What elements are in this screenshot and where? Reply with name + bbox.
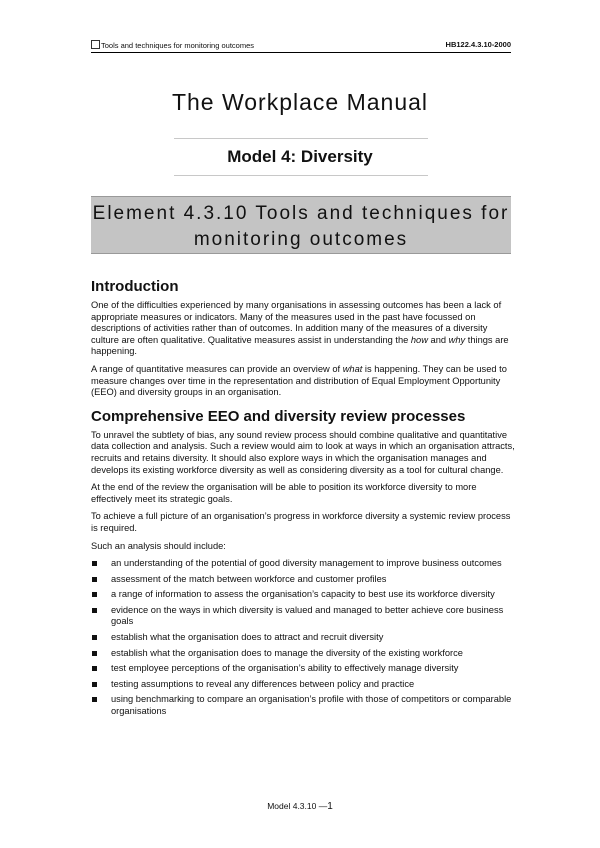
intro-p1-how: how <box>410 334 428 345</box>
review-paragraph-2: At the end of the review the organisation will be able to position its workforce diversity to more effectively meet its strategic goals. <box>91 482 477 504</box>
intro-p1-text-a: One of the difficulties experienced by many organisations in assessing outcomes has been a lack of appropriate measures or indicators. Many of the measures used in the past have focussed on descriptions of activities rather than of outcomes. In addition many of the measures of a diversity culture are often qualitative. Qualitative measures assist in understanding the <box>91 300 502 345</box>
manual-title: The Workplace Manual <box>171 89 429 115</box>
bullet-icon <box>92 697 97 702</box>
bullet-icon <box>92 577 97 582</box>
element-banner <box>91 196 511 254</box>
list-item <box>91 605 516 628</box>
analysis-list <box>91 558 516 718</box>
list-item <box>91 648 516 660</box>
bullet-icon <box>92 608 97 613</box>
list-item-text: a range of information to assess the organisation’s capacity to best use its workforce diversity <box>111 589 495 600</box>
intro-p1-and: and <box>427 334 449 345</box>
list-item <box>91 558 516 570</box>
element-title-line2: monitoring outcomes <box>193 229 409 250</box>
list-item-text: establish what the organisation does to manage the diversity of the existing workforce <box>111 647 463 658</box>
header-left-text: Tools and techniques for monitoring outcomes <box>101 41 255 50</box>
list-item <box>91 694 516 717</box>
intro-paragraph-2 <box>91 364 516 399</box>
intro-p2-what: what <box>342 363 363 374</box>
checkbox-glyph-icon <box>91 40 100 49</box>
intro-p2-text-a: A range of quantitative measures can provide an overview of <box>91 363 343 374</box>
page-header <box>91 39 511 53</box>
list-item <box>91 632 516 644</box>
intro-p1-why: why <box>448 334 466 345</box>
intro-paragraph-1 <box>91 300 516 358</box>
list-item <box>91 663 516 675</box>
model-heading: Model 4: Diversity <box>227 147 373 166</box>
review-paragraph-3: To achieve a full picture of an organisation’s progress in workforce diversity a systemic review process is required. <box>91 511 511 533</box>
footer-label: Model 4.3.10 — <box>267 801 328 811</box>
title-divider-bottom <box>174 175 428 176</box>
introduction-heading: Introduction <box>91 278 179 295</box>
element-title-line1: Element 4.3.10 Tools and techniques for <box>92 203 510 224</box>
bullet-icon <box>92 561 97 566</box>
list-item <box>91 574 516 586</box>
page-footer <box>0 801 600 812</box>
bullet-icon <box>92 682 97 687</box>
main-content <box>91 278 516 722</box>
bullet-icon <box>92 666 97 671</box>
header-left <box>91 40 254 50</box>
list-item-text: testing assumptions to reveal any differences between policy and practice <box>111 678 415 689</box>
intro-p2-text-b: is happening. They can be used to measure changes over time in the representation and distribution of Equal Employment Opportunity (EEO) and diversity groups in an organisation. <box>91 363 507 398</box>
page-number: 1 <box>327 801 333 812</box>
review-paragraph-4: Such an analysis should include: <box>91 540 226 551</box>
bullet-icon <box>92 592 97 597</box>
list-item-text: using benchmarking to compare an organisation’s profile with those of competitors or comparable organisations <box>111 694 512 717</box>
list-item-text: assessment of the match between workforce and customer profiles <box>111 573 387 584</box>
review-paragraph-1: To unravel the subtlety of bias, any sound review process should combine qualitative and quantitative data collection and analysis. Such a review would aim to look at ways in which an organisation attracts, recruits and retains diversity. It should also explore ways in which the organisation manages and develops its existing workforce diversity as well as considering diversity as a tool for cultural change. <box>91 429 515 475</box>
list-item-text: test employee perceptions of the organisation’s ability to effectively manage diversity <box>111 663 459 674</box>
list-item <box>91 679 516 691</box>
list-item-text: evidence on the ways in which diversity is valued and managed to better achieve core business goals <box>111 604 504 627</box>
title-divider-top <box>174 138 428 139</box>
intro-p1-text-b: things are happening. <box>91 334 509 357</box>
review-heading: Comprehensive EEO and diversity review processes <box>91 407 466 425</box>
list-item <box>91 589 516 601</box>
list-item-text: an understanding of the potential of good diversity management to improve business outcomes <box>111 558 502 569</box>
header-document-code: HB122.4.3.10-2000 <box>445 40 511 49</box>
list-item-text: establish what the organisation does to attract and recruit diversity <box>111 632 384 643</box>
bullet-icon <box>92 651 97 656</box>
bullet-icon <box>92 635 97 640</box>
